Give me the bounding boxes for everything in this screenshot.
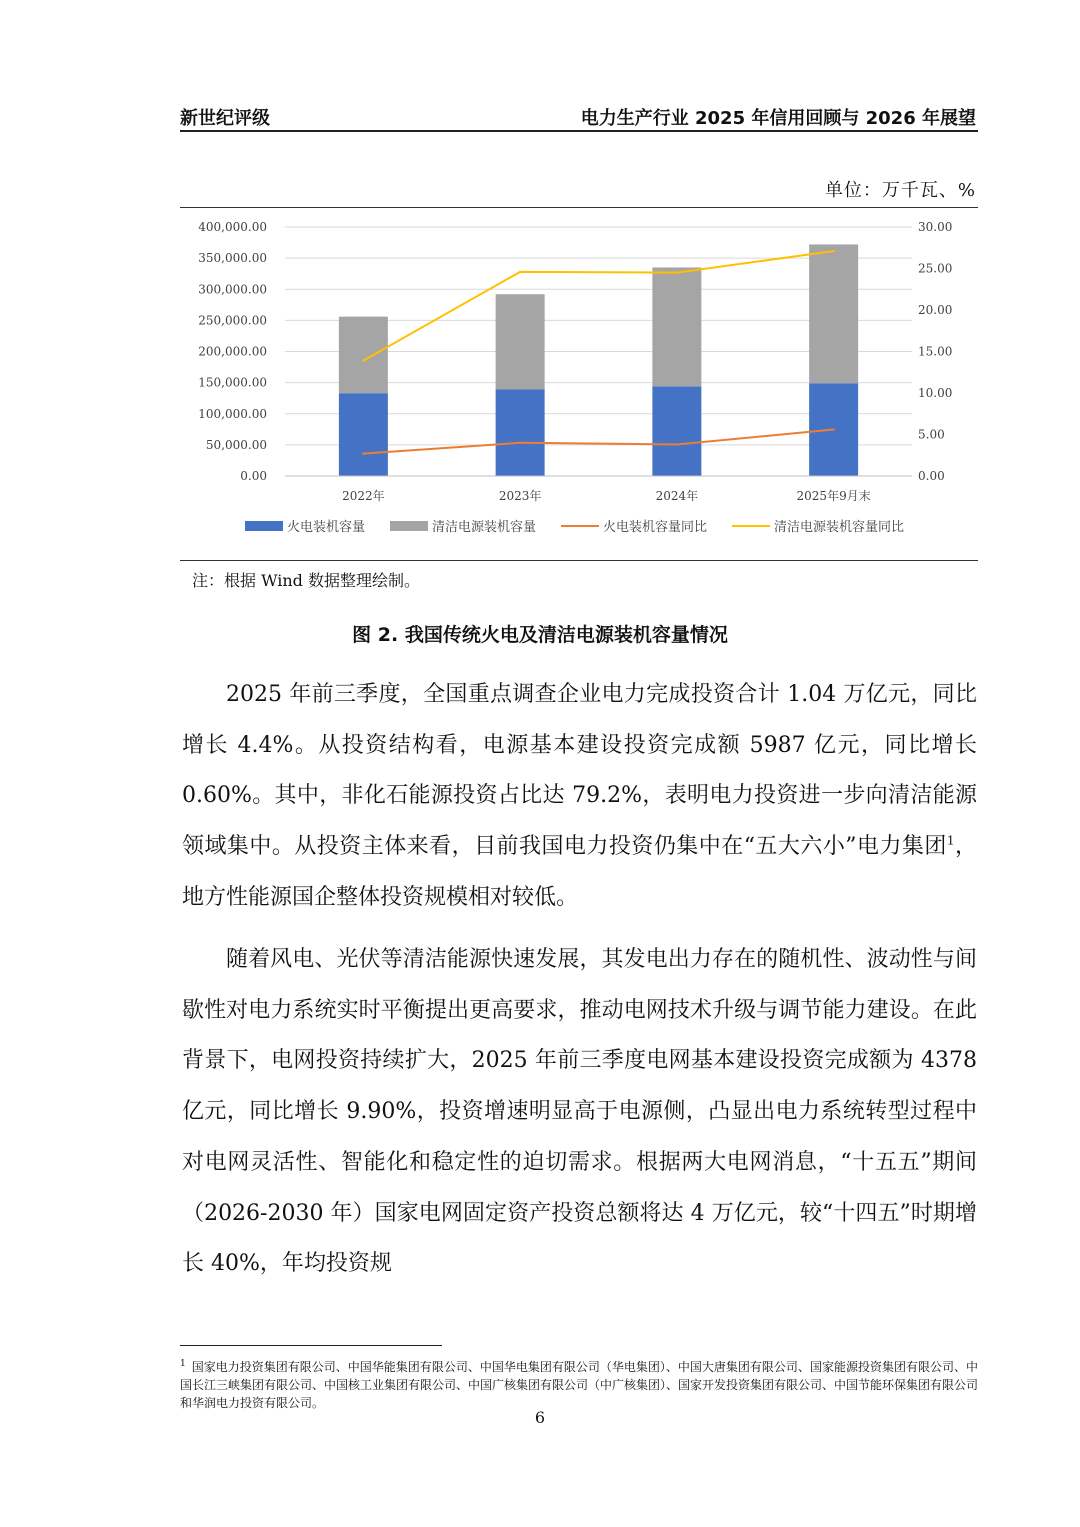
footnote-ref[interactable]: 1 <box>946 833 955 848</box>
thermal-yoy-line <box>363 430 833 454</box>
bar-clean <box>496 294 545 389</box>
left-axis-tick-label: 350,000.00 <box>198 251 267 266</box>
left-axis-tick-label: 100,000.00 <box>198 406 267 421</box>
bar-thermal <box>652 386 701 476</box>
footnote-divider <box>180 1345 442 1346</box>
category-label: 2024年 <box>655 489 699 503</box>
line-point <box>676 443 678 445</box>
category-label: 2022年 <box>342 489 385 503</box>
category-label: 2023年 <box>498 489 542 503</box>
chart-unit-label: 单位：万千瓦、% <box>824 180 976 201</box>
right-axis-tick-label: 5.00 <box>918 427 945 442</box>
bar-clean <box>652 267 701 386</box>
left-axis-tick-label: 200,000.00 <box>198 344 267 359</box>
left-axis-tick-label: 300,000.00 <box>198 282 267 297</box>
legend-swatch <box>245 521 283 531</box>
footnote-text: 国家电力投资集团有限公司、中国华能集团有限公司、中国华电集团有限公司（华电集团）、中国大唐集团有限公司、国家能源投资集团有限公司、中国长江三峡集团有限公司、中国核工业集团有限公司、中国广核集团有限公司（中广核集团）、国家开发投资集团有限公司、中国节能环保集团有限公司和华润电力投资有限公司。 <box>180 1360 979 1410</box>
legend-swatch <box>390 521 428 531</box>
legend-label: 火电装机容量同比 <box>603 520 708 535</box>
left-axis-tick-label: 250,000.00 <box>198 313 267 328</box>
right-axis-tick-label: 20.00 <box>918 303 953 317</box>
right-axis-tick-label: 0.00 <box>918 469 945 483</box>
clean-yoy-line <box>363 251 833 361</box>
bar-clean <box>339 317 388 394</box>
line-point <box>519 442 521 444</box>
left-axis-tick-label: 0.00 <box>240 469 267 483</box>
line-point <box>832 250 834 252</box>
line-point <box>832 428 834 430</box>
paragraph-grid-investment: 随着风电、光伏等清洁能源快速发展，其发电出力存在的随机性、波动性与间歇性对电力系统实时平衡提出更高要求，推动电网技术升级与调节能力建设。在此背景下，电网投资持续扩大，2025 年前三季度电网基本建设投资完成额为 4378 亿元，同比增长 9.90%，投资增速明显高于电源侧，凸显出电力系统转型过程中对电网灵活性、智能化和稳定性的迫切需求。根据两大电网消息，“十五五”期间（2026-2030 年）国家电网固定资产投资总额将达 4 万亿元，较“十四五”时期增长 40%，年均投资规 <box>182 947 977 1277</box>
category-label: 2025年9月末 <box>796 489 871 503</box>
line-point <box>676 271 678 273</box>
right-axis-tick-label: 15.00 <box>918 344 953 359</box>
capacity-chart <box>180 208 978 560</box>
line-point <box>519 271 521 273</box>
paragraph-investment <box>182 670 977 924</box>
line-point <box>362 359 364 361</box>
bar-thermal <box>496 389 545 476</box>
bar-clean <box>809 244 858 383</box>
legend-label: 火电装机容量 <box>287 520 366 535</box>
left-axis-tick-label: 400,000.00 <box>198 220 267 234</box>
footnote <box>180 1355 978 1412</box>
bar-thermal <box>339 393 388 476</box>
paragraph-text-tail: ，地方性能源国企整体投资规模相对较低。 <box>182 834 977 910</box>
right-axis-tick-label: 25.00 <box>918 261 953 276</box>
header-org: 新世纪评级 <box>180 108 270 129</box>
right-axis-tick-label: 10.00 <box>918 386 953 400</box>
page-number: 6 <box>534 1408 546 1427</box>
chart-container <box>180 207 978 561</box>
right-axis-tick-label: 30.00 <box>918 220 953 234</box>
paragraph-text: 2025 年前三季度，全国重点调查企业电力完成投资合计 1.04 万亿元，同比增长 4.4%。从投资结构看，电源基本建设投资完成额 5987 亿元，同比增长 0.60%。其中，非化石能源投资占比达 79.2%，表明电力投资进一步向清洁能源领域集中。从投资主体来看，目前我国电力投资仍集中在“五大六小”电力集团 <box>182 682 977 860</box>
line-point <box>362 452 364 454</box>
left-axis-tick-label: 150,000.00 <box>198 375 267 390</box>
footnote-mark: 1 <box>180 1359 186 1369</box>
legend-label: 清洁电源装机容量同比 <box>774 520 905 535</box>
left-axis-tick-label: 50,000.00 <box>205 437 267 452</box>
figure-title: 图 2. 我国传统火电及清洁电源装机容量情况 <box>352 624 728 646</box>
chart-note: 注：根据 Wind 数据整理绘制。 <box>192 571 421 590</box>
header-report-title: 电力生产行业 2025 年信用回顾与 2026 年展望 <box>580 108 976 129</box>
page-header <box>180 100 978 132</box>
legend-label: 清洁电源装机容量 <box>432 520 537 535</box>
